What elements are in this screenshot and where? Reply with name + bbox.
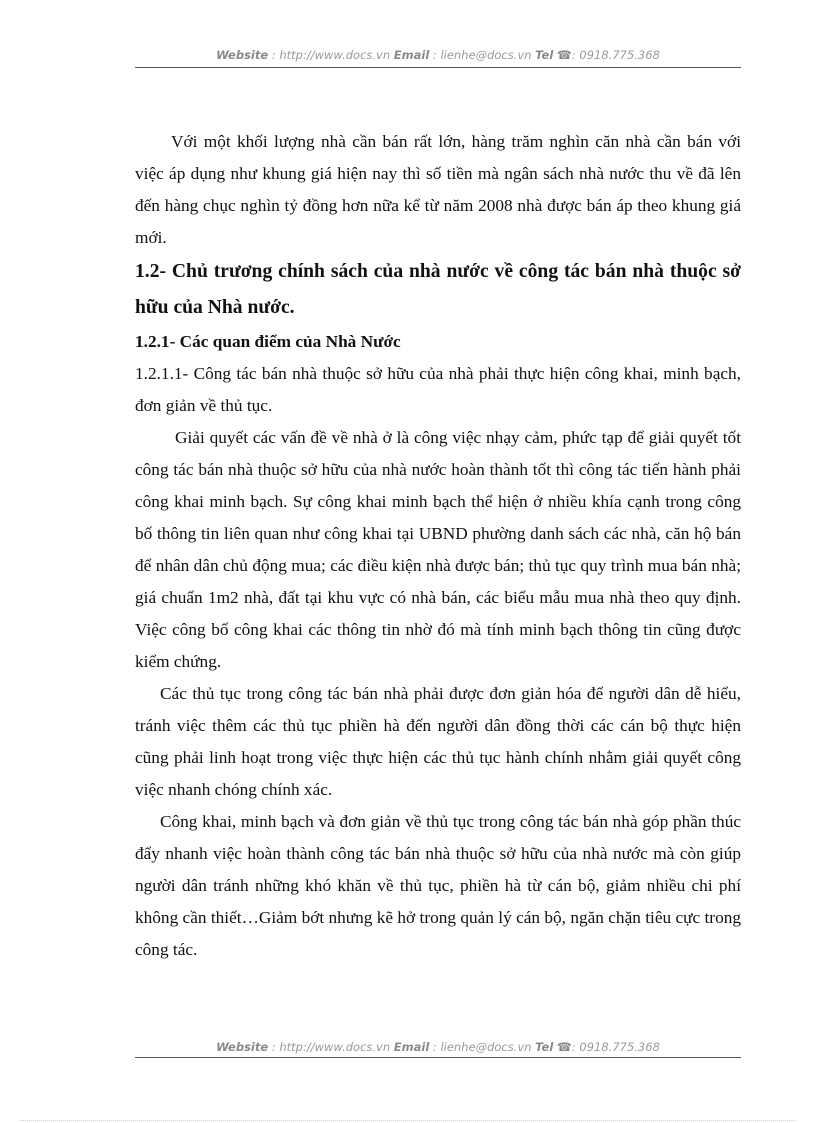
- footer-tel-value: : 0918.775.368: [571, 1040, 660, 1054]
- footer-website-label: Website: [216, 1040, 269, 1054]
- section-heading-1-2: 1.2- Chủ trương chính sách của nhà nước về công tác bán nhà thuộc sở hữu của Nhà nước.: [135, 261, 741, 318]
- footer-email-label: Email: [393, 1040, 430, 1054]
- page-footer: [135, 1040, 741, 1054]
- phone-icon: ☎: [556, 48, 572, 62]
- footer-website-value: : http://www.docs.vn: [271, 1040, 391, 1054]
- page-edge-dotted-line: [20, 1120, 796, 1121]
- document-body: [135, 126, 741, 966]
- paragraph-1-2-1-1: 1.2.1.1- Công tác bán nhà thuộc sở hữu của nhà phải thực hiện công khai, minh bạch, đơn giản về thủ tục.: [135, 364, 741, 415]
- page-header: [135, 48, 741, 62]
- footer-divider: [135, 1057, 741, 1058]
- footer-email-value: : lienhe@docs.vn: [432, 1040, 532, 1054]
- header-divider: [135, 67, 741, 68]
- paragraph-intro: Với một khối lượng nhà cần bán rất lớn, hàng trăm nghìn căn nhà cần bán với việc áp dụng như khung giá hiện nay thì số tiền mà ngân sách nhà nước thu về đã lên đến hàng chục nghìn tỷ đồng hơn nữa kể từ năm 2008 nhà được bán áp theo khung giá mới.: [135, 132, 741, 247]
- paragraph-transparency: Giải quyết các vấn đề về nhà ở là công việc nhạy cảm, phức tạp để giải quyết tốt công tác bán nhà thuộc sở hữu của nhà nước hoàn thành tốt thì công tác tiến hành phải công khai minh bạch. Sự công khai minh bạch thể hiện ở nhiều khía cạnh trong công bố thông tin liên quan như công khai tại UBND phường danh sách các nhà, căn hộ bán để nhân dân chủ động mua; các điều kiện nhà được bán; thủ tục quy trình mua bán nhà; giá chuẩn 1m2 nhà, đất tại khu vực có nhà bán, các biểu mẫu mua nhà theo quy định. Việc công bố công khai các thông tin nhờ đó mà tính minh bạch thông tin cũng được kiểm chứng.: [135, 428, 741, 671]
- header-website-label: Website: [216, 48, 269, 62]
- footer-tel-label: Tel: [535, 1040, 554, 1054]
- subsection-heading-1-2-1: 1.2.1- Các quan điểm của Nhà Nước: [135, 332, 401, 351]
- header-tel-value: : 0918.775.368: [571, 48, 660, 62]
- paragraph-procedures: Các thủ tục trong công tác bán nhà phải được đơn giản hóa để người dân dễ hiểu, tránh việc thêm các thủ tục phiền hà đến người dân đồng thời các cán bộ thực hiện cũng phải linh hoạt trong việc thực hiện các thủ tục hành chính nhằm giải quyết công việc nhanh chóng chính xác.: [135, 684, 741, 799]
- header-email-value: : lienhe@docs.vn: [432, 48, 532, 62]
- paragraph-benefits: Công khai, minh bạch và đơn giản về thủ tục trong công tác bán nhà góp phần thúc đẩy nhanh việc hoàn thành công tác bán nhà thuộc sở hữu của nhà nước mà còn giúp người dân tránh những khó khăn về thủ tục, phiền hà từ cán bộ, giảm nhiều chi phí không cần thiết…Giảm bớt nhưng kẽ hở trong quản lý cán bộ, ngăn chặn tiêu cực trong công tác.: [135, 812, 741, 959]
- header-website-value: : http://www.docs.vn: [271, 48, 391, 62]
- header-tel-label: Tel: [535, 48, 554, 62]
- phone-icon: ☎: [556, 1040, 572, 1054]
- header-email-label: Email: [393, 48, 430, 62]
